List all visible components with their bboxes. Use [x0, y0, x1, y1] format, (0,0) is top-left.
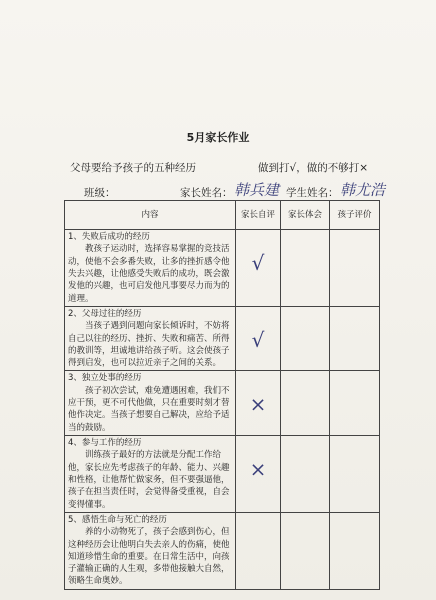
parent-note-cell[interactable]: [281, 512, 330, 589]
table-row: [65, 306, 380, 371]
parent-note-cell[interactable]: [281, 371, 330, 436]
evaluation-table: [64, 200, 380, 590]
cross-mark: ×: [249, 392, 267, 417]
child-eval-cell[interactable]: [330, 512, 380, 589]
cross-mark: ×: [249, 457, 267, 481]
table-row: [65, 512, 380, 589]
header-content: 内容: [65, 201, 236, 230]
check-mark: √: [251, 251, 265, 275]
content-cell: [65, 371, 236, 436]
item-title: 4、参与工作的经历: [68, 438, 142, 448]
table-row: [65, 436, 380, 513]
item-body: 教孩子运动时，选择容易掌握的竞技活动，使他不会多番失败，让多的挫折感令他失去兴趣，让他感受失败后的成功，既会激发他的兴趣，也可启发他凡事要尽力而为的道理。: [68, 244, 230, 304]
table-row: [65, 230, 380, 307]
self-eval-cell[interactable]: [236, 512, 281, 589]
child-eval-cell[interactable]: [330, 371, 380, 436]
child-eval-cell[interactable]: [330, 306, 380, 371]
item-body: 训练孩子最好的方法就是分配工作给他，家长应先考虑孩子的年龄、能力、兴趣和性格，让他帮忙做家务，但不要强逼他，孩子在担当责任时，会觉得备受重视，自会变得懂事。: [68, 450, 230, 510]
student-name-label: 学生姓名：: [286, 187, 339, 199]
table-row: [65, 371, 380, 436]
class-label: 班级：: [84, 187, 116, 199]
document-title: 5月家长作业: [186, 131, 250, 144]
child-eval-cell[interactable]: [330, 230, 380, 307]
marking-rule: 做到打√，做的不够打×: [258, 162, 368, 174]
header-parent-note: 家长体会: [281, 201, 330, 230]
self-eval-cell[interactable]: [236, 306, 281, 371]
header-child-eval: 孩子评价: [330, 201, 380, 230]
parent-note-cell[interactable]: [281, 436, 330, 513]
document-subtitle: 父母要给予孩子的五种经历: [70, 162, 196, 174]
item-title: 2、父母过往的经历: [68, 308, 142, 319]
table-header-row: [65, 201, 380, 230]
content-cell: [65, 230, 236, 307]
self-eval-cell[interactable]: [236, 230, 281, 307]
item-title: 1、失败后成功的经历: [68, 232, 150, 242]
child-eval-cell[interactable]: [330, 436, 380, 513]
content-cell: [65, 306, 236, 371]
check-mark: √: [251, 327, 265, 352]
parent-note-cell[interactable]: [281, 306, 330, 371]
student-name-signature: 韩尤浩: [340, 181, 386, 199]
parent-name-label: 家长姓名：: [180, 187, 233, 199]
self-eval-cell[interactable]: [236, 371, 281, 436]
item-body: 当孩子遇到问题向家长倾诉时，不妨将自己以往的经历、挫折、失败和痛苦、所得的教训等，坦诚地讲给孩子听。这会使孩子得到启发，也可以拉近亲子之间的关系。: [68, 321, 230, 369]
item-body: 养的小动物死了，孩子会感到伤心，但这种经历会让他明白失去亲人的伤痛，使他知道珍惜生命的重要。在日常生活中，向孩子灌输正确的人生观，多带他接触大自然，领略生命奥妙。: [68, 527, 230, 587]
parent-name-signature: 韩兵建: [234, 181, 280, 199]
item-title: 3、独立处事的经历: [68, 373, 142, 384]
header-self-eval: 家长自评: [236, 201, 281, 230]
self-eval-cell[interactable]: [236, 436, 281, 513]
parent-note-cell[interactable]: [281, 230, 330, 307]
item-body: 孩子初次尝试，难免遭遇困难，我们不应干预，更不可代他做，只在重要时刻才替他作决定。当孩子想要自己解决，应给予适当的鼓励。: [68, 385, 230, 433]
item-title: 5、感悟生命与死亡的经历: [68, 514, 167, 525]
content-cell: [65, 436, 236, 513]
content-cell: [65, 512, 236, 589]
